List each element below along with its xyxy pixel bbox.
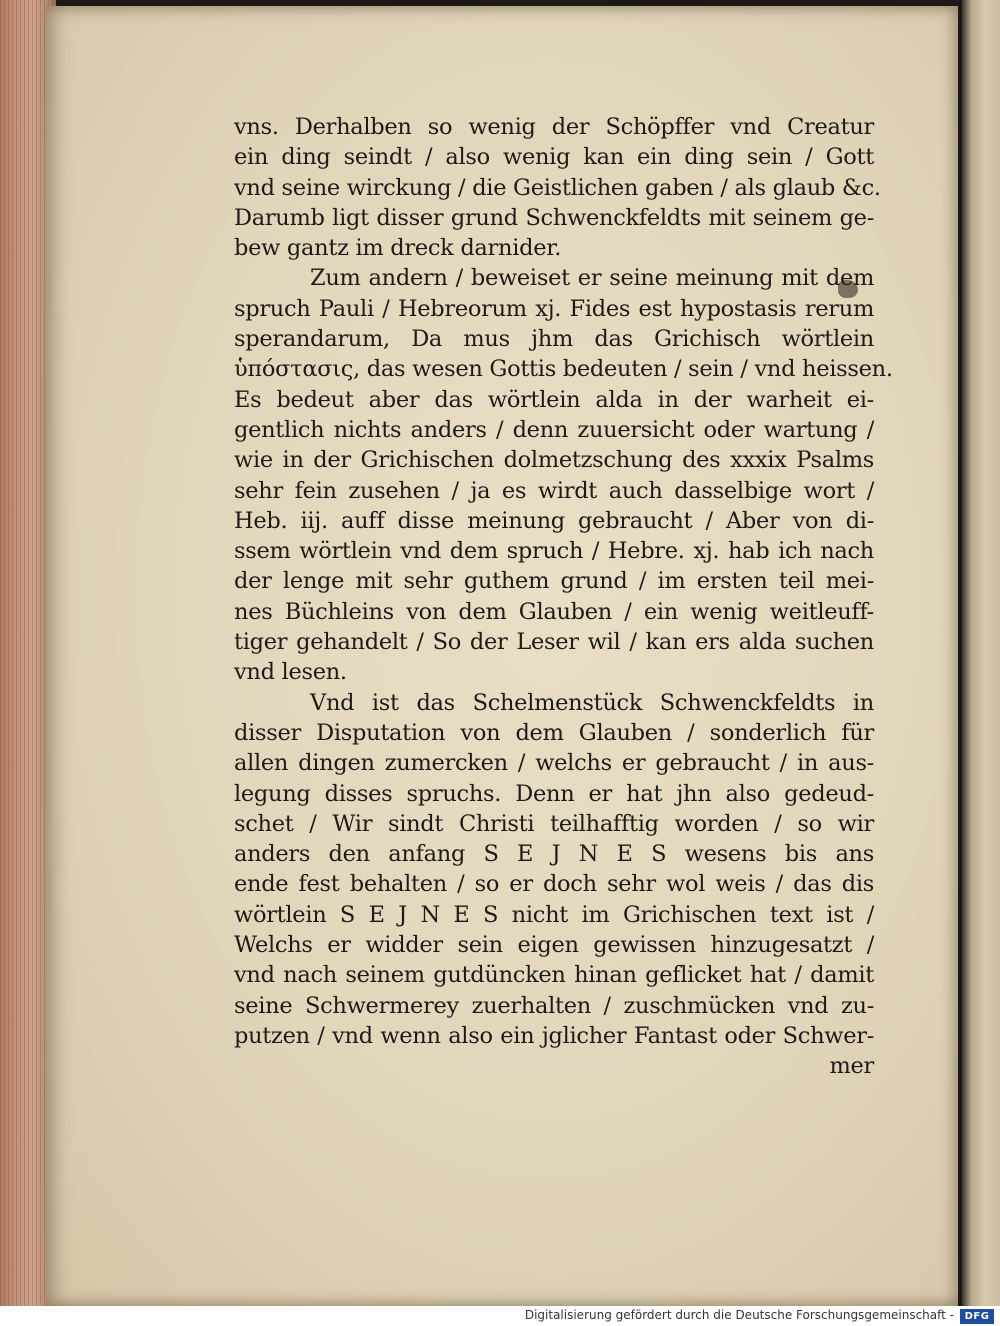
text-line: Heb. iij. auff disse meinung gebraucht / Aber von di- [234,507,874,534]
text-line: vns. Derhalben so wenig der Schöpffer vnd Creatur [234,114,874,140]
text-line: ὑπόστασις, das wesen Gottis bedeuten / sein / vnd heissen. [234,356,893,383]
text-line: spruch Pauli / Hebreorum xj. Fides est hypostasis rerum [234,295,874,322]
text-line: seine Schwermerey zuerhalten / zuschmücken vnd zu- [234,992,874,1019]
text-line: disser Disputation von dem Glauben / sonderlich für [234,719,874,746]
facing-page-edge [962,0,1000,1306]
text-line: vnd lesen. [234,659,347,686]
text-line: sperandarum, Da mus jhm das Grichisch wörtlein [234,326,874,353]
text-line: vnd seine wirckung / die Geistlichen gaben / als glaub &c. [234,174,881,201]
text-line: bew gantz im dreck darnider. [234,235,562,262]
text-line: wie in der Grichischen dolmetzschung des xxxix Psalms [234,447,874,474]
page-text [234,112,893,1082]
text-line: nes Büchleins von dem Glauben / ein wenig weitleuff- [234,598,874,625]
text-line: schet / Wir sindt Christi teilhafftig worden / so wir [234,810,874,837]
text-line: legung disses spruchs. Denn er hat jhn also gedeud- [234,780,874,807]
text-line: tiger gehandelt / So der Leser wil / kan ers alda suchen [234,629,874,656]
text-line: allen dingen zumercken / welchs er gebraucht / in aus- [234,750,874,777]
text-line: Welchs er widder sein eigen gewissen hinzugesatzt / [234,932,874,959]
digitization-credit: Digitalisierung gefördert durch die Deutsche Forschungsgemeinschaft - [524,1308,954,1322]
text-line: Darumb ligt disser grund Schwenckfeldts mit seinem ge- [234,204,874,231]
text-line: gentlich nichts anders / denn zuuersicht oder wartung / [234,416,874,443]
text-line: vnd nach seinem gutdüncken hinan geflicket hat / damit [234,962,874,989]
footer-bar [0,1306,1000,1326]
text-line: putzen / vnd wenn also ein jglicher Fantast oder Schwer- [234,1022,874,1049]
text-line: ssem wörtlein vnd dem spruch / Hebre. xj. hab ich nach [234,538,874,565]
text-line: wörtlein S E J N E S nicht im Grichischen text ist / [234,901,874,928]
text-line: ende fest behalten / so er doch sehr wol weis / das dis [234,871,874,898]
catchword: mer [829,1053,874,1080]
text-line: Vnd ist das Schelmenstück Schwenckfeldts in [310,689,874,716]
text-line: Zum andern / beweiset er seine meinung mit dem [310,265,874,292]
text-line: Es bedeut aber das wörtlein alda in der warheit ei- [234,386,874,413]
text-line: ein ding seindt / also wenig kan ein ding sein / Gott [234,144,874,171]
text-line: sehr fein zusehen / ja es wirdt auch dasselbige wort / [234,477,874,504]
text-line: anders den anfang S E J N E S wesens bis ans [234,841,874,868]
text-line: der lenge mit sehr guthem grund / im ersten teil mei- [234,568,874,595]
dfg-logo[interactable]: DFG [960,1309,994,1324]
